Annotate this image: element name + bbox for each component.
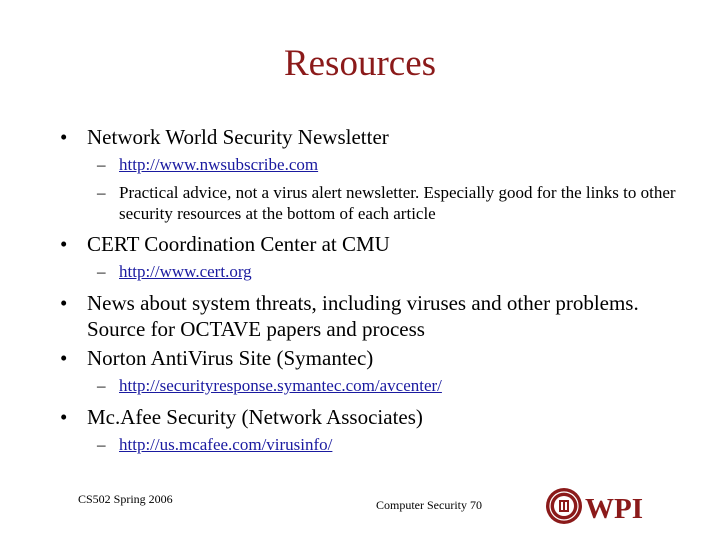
- bullet-icon: •: [60, 232, 68, 256]
- footer-course: CS502 Spring 2006: [78, 492, 173, 506]
- sub-item: [97, 182, 677, 224]
- dash-icon: –: [97, 262, 106, 281]
- dash-icon: –: [97, 155, 106, 174]
- bullet-icon: •: [60, 405, 68, 429]
- bullet-icon: •: [60, 291, 68, 315]
- cert-link[interactable]: http://www.cert.org: [119, 262, 252, 281]
- sub-item: [97, 434, 677, 455]
- symantec-link[interactable]: http://securityresponse.symantec.com/avcenter/: [119, 376, 442, 395]
- footer-page: Computer Security 70: [376, 498, 482, 512]
- mcafee-link[interactable]: http://us.mcafee.com/virusinfo/: [119, 435, 333, 454]
- bullet-item: [60, 124, 680, 150]
- bullet-icon: •: [60, 125, 68, 149]
- sub-item: [97, 261, 677, 282]
- wpi-seal-icon: [546, 488, 582, 524]
- bullet-text: CERT Coordination Center at CMU: [87, 232, 390, 256]
- wpi-logo: [544, 484, 644, 528]
- logo-text: WPI: [585, 493, 643, 525]
- bullet-item: [60, 231, 680, 257]
- bullet-item: [60, 345, 680, 371]
- bullet-text: News about system threats, including viruses and other problems. Source for OCTAVE papers and process: [87, 291, 639, 341]
- sub-text: Practical advice, not a virus alert newsletter. Especially good for the links to other security resources at the bottom of each article: [119, 183, 676, 223]
- sub-item: [97, 375, 677, 396]
- nwsubscribe-link[interactable]: http://www.nwsubscribe.com: [119, 155, 319, 174]
- dash-icon: –: [97, 435, 106, 454]
- bullet-icon: •: [60, 346, 68, 370]
- dash-icon: –: [97, 183, 106, 202]
- bullet-text: Mc.Afee Security (Network Associates): [87, 405, 423, 429]
- sub-item: [97, 154, 677, 175]
- bullet-text: Norton AntiVirus Site (Symantec): [87, 346, 374, 370]
- bullet-item: [60, 404, 680, 430]
- slide-title: Resources: [283, 43, 437, 84]
- bullet-text: Network World Security Newsletter: [87, 125, 389, 149]
- dash-icon: –: [97, 376, 106, 395]
- bullet-item: [60, 290, 680, 342]
